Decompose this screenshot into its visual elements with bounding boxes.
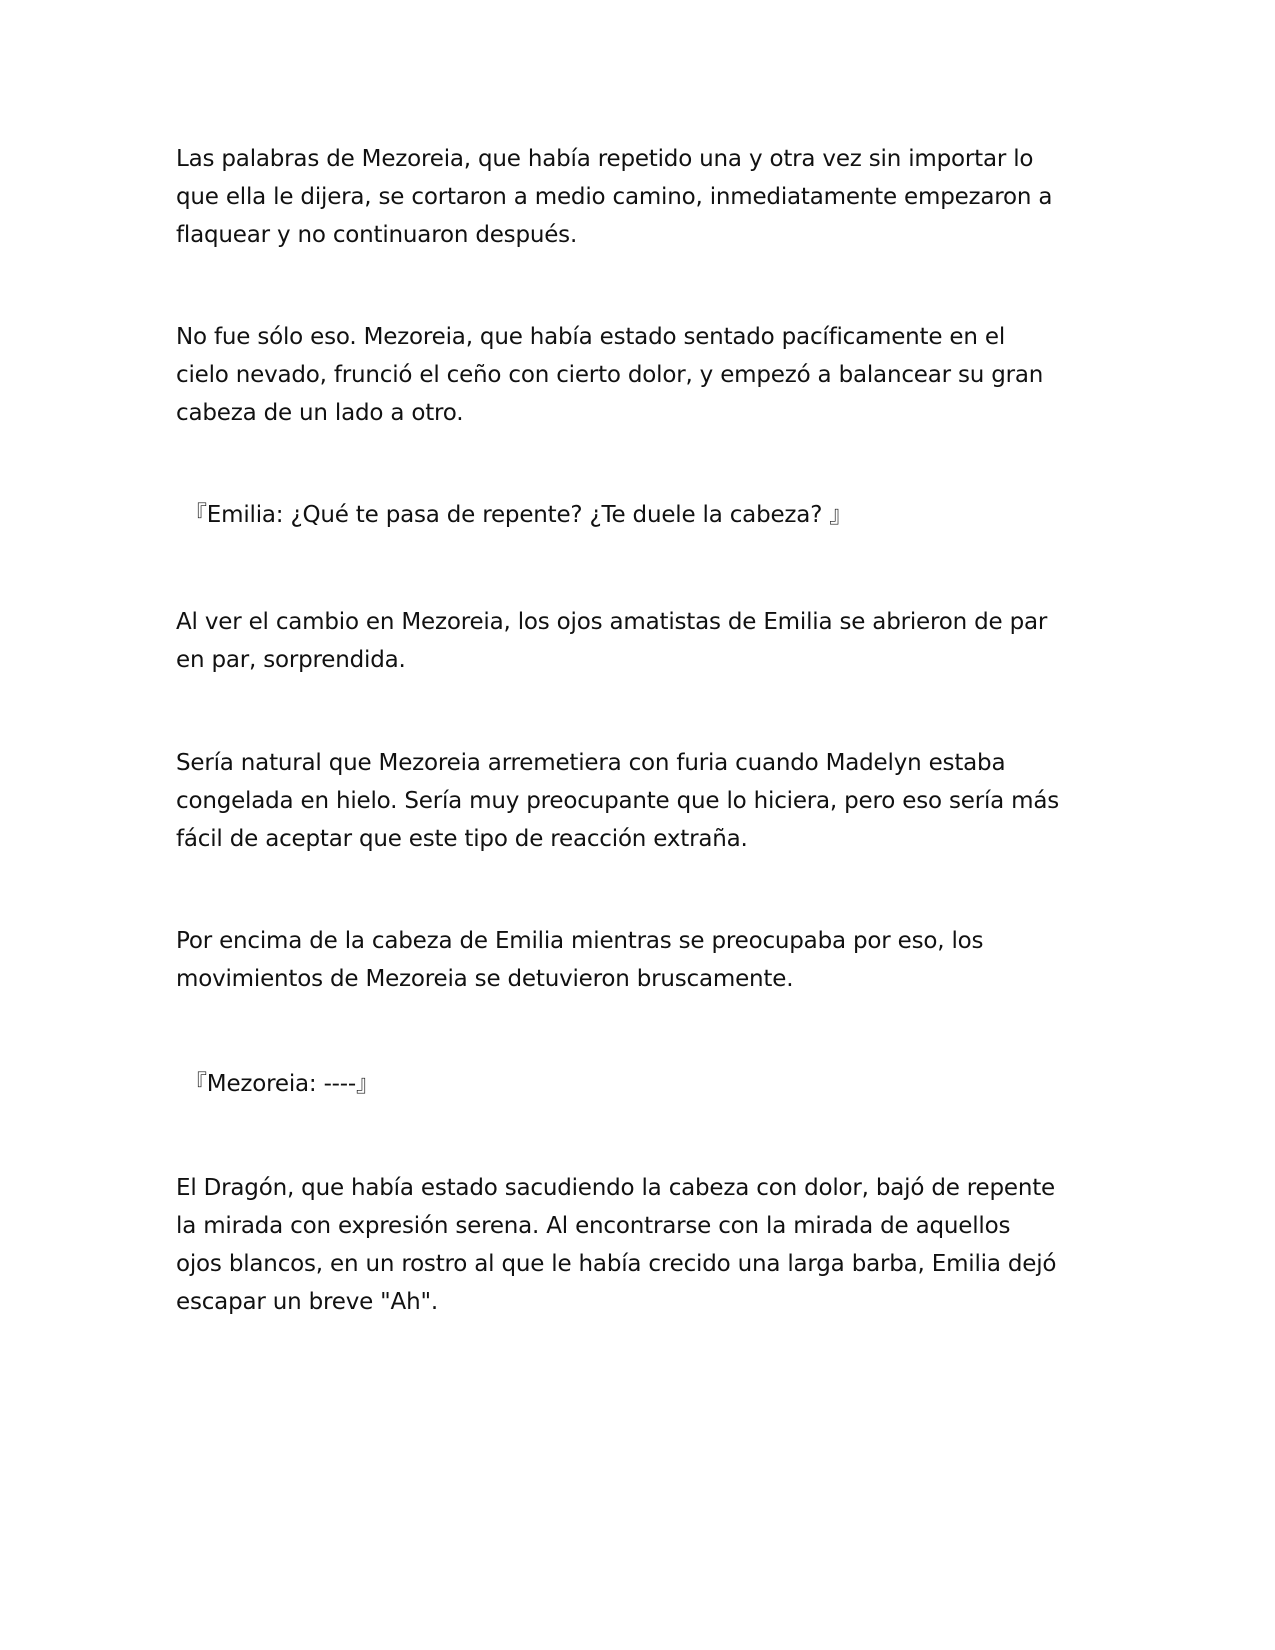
text-line: 『Emilia: ¿Qué te pasa de repente? ¿Te duele la cabeza? 』 [184,502,853,528]
text-line: en par, sorprendida. [176,647,406,673]
text-line: movimientos de Mezoreia se detuvieron bruscamente. [176,966,794,992]
text-line: cielo nevado, frunció el ceño con cierto dolor, y empezó a balancear su gran [176,362,1044,388]
text-line: cabeza de un lado a otro. [176,400,464,426]
text-line: El Dragón, que había estado sacudiendo la cabeza con dolor, bajó de repente [176,1175,1056,1201]
text-line: ojos blancos, en un rostro al que le había crecido una larga barba, Emilia dejó [176,1251,1057,1277]
text-line: fácil de aceptar que este tipo de reacción extraña. [176,826,748,852]
paragraph-1 [176,140,1106,254]
text-line: Las palabras de Mezoreia, que había repetido una y otra vez sin importar lo [176,146,1034,172]
text-line: Sería natural que Mezoreia arremetiera con furia cuando Madelyn estaba [176,750,1006,776]
paragraph-6 [176,1169,1106,1321]
text-line: que ella le dijera, se cortaron a medio camino, inmediatamente empezaron a [176,184,1053,210]
text-line: No fue sólo eso. Mezoreia, que había estado sentado pacíficamente en el [176,324,1006,350]
text-line: escapar un breve "Ah". [176,1289,438,1315]
text-line: la mirada con expresión serena. Al encontrarse con la mirada de aquellos [176,1213,1011,1239]
paragraph-5 [176,922,1106,998]
text-line: congelada en hielo. Sería muy preocupante que lo hiciera, pero eso sería más [176,788,1060,814]
paragraph-2 [176,318,1106,432]
dialogue-emilia [184,496,1114,534]
paragraph-4 [176,744,1106,858]
text-line: flaquear y no continuaron después. [176,222,578,248]
paragraph-3 [176,603,1106,679]
dialogue-mezoreia [184,1065,1114,1103]
text-line: Al ver el cambio en Mezoreia, los ojos amatistas de Emilia se abrieron de par [176,609,1048,635]
text-line: 『Mezoreia: ----』 [184,1071,379,1097]
text-line: Por encima de la cabeza de Emilia mientras se preocupaba por eso, los [176,928,984,954]
